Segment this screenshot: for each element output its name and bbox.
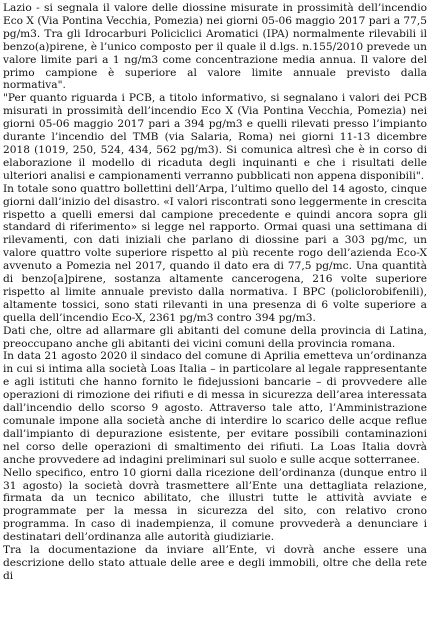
- paragraph-documentation: Tra la documentazione da inviare all’Ente, vi dovrà anche essere una descrizione dello stato attuale delle aree e degli immobili, oltre che della rete di: [3, 544, 427, 582]
- paragraph-ipa-benzopyrene: Lazio - si segnala il valore delle diossine misurate in prossimità dell’incendio Eco X (Via Pontina Vecchia, Pomezia) nei giorni 05-06 maggio 2017 pari a 77,5 pg/m3. Tra gli Idrocarburi Policiclici Aromatici (IPA) normalmente rilevabili il benzo(a)pirene, è l’unico composto per il quale il d.lgs. n.155/2010 prevede un valore limite pari a 1 ng/m3 come concentrazione media annua. Il valore del primo campione è superiore al valore limite annuale previsto dalla normativa".: [3, 2, 427, 92]
- paragraph-aprilia-ordinance: In data 21 agosto 2020 il sindaco del comune di Aprilia emetteva un’ordinanza in cui si intima alla società Loas Italia – in particolare al legale rappresentante e agli istituti che hanno fornito le fidejussioni bancarie – di provvedere alle operazioni di rimozione dei rifiuti e di messa in sicurezza dell’area interessata dall’incendio dello scorso 9 agosto. Attraverso tale atto, l’Amministrazione comunale impone alla società anche di interdire lo scarico delle acque reflue dall’impianto di depurazione esistente, per evitare possibili contaminazioni nel corso delle operazioni di smaltimento dei rifiuti. La Loas Italia dovrà anche provvedere ad indagini preliminari sul suolo e sulle acque sotterranee.: [3, 350, 427, 466]
- paragraph-residents-concern: Dati che, oltre ad allarmare gli abitanti del comune della provincia di Latina, preoccupano anche gli abitanti dei vicini comuni della provincia romana.: [3, 324, 427, 350]
- paragraph-ordinance-deadline: Nello specifico, entro 10 giorni dalla ricezione dell’ordinanza (dunque entro il 31 agosto) la società dovrà trasmettere all’Ente una dettagliata relazione, firmata da un tecnico abilitato, che illustri tutte le attività avviate e programmate per la messa in sicurezza del sito, con relativo crono programma. In caso di inadempienza, il comune provvederà a denunciare i destinatari dell’ordinanza alle autorità giudiziarie.: [3, 466, 427, 544]
- paragraph-pcb-values: "Per quanto riguarda i PCB, a titolo informativo, si segnalano i valori dei PCB misurati in prossimità dell’incendio Eco X (Via Pontina Vecchia, Pomezia) nei giorni 05-06 maggio 2017 pari a 394 pg/m3 e quelli rilevati presso l’impianto durante l’incendio del TMB (via Salaria, Roma) nei giorni 11-13 dicembre 2018 (1019, 250, 524, 434, 562 pg/m3). Si comunica altresì che è in corso di elaborazione il modello di ricaduta degli inquinanti e che i risultati delle ulteriori analisi e campionamenti verranno pubblicati non appena disponibili".: [3, 92, 427, 182]
- paragraph-arpa-bulletins: In totale sono quattro bollettini dell’Arpa, l’ultimo quello del 14 agosto, cinque giorni dall’inizio del disastro. «I valori riscontrati sono leggermente in crescita rispetto a quelli emersi dal campione precedente e quindi ancora sopra gli standard di riferimento» si legge nel rapporto. Ormai quasi una settimana di rilevamenti, con dati iniziali che parlano di diossine pari a 303 pg/mc, un valore quattro volte superiore rispetto al più recente rogo dell’azienda Eco-X avvenuto a Pomezia nel 2017, quando il dato era di 77,5 pg/mc. Una quantità di benzo[a]pirene, sostanza altamente cancerogena, 216 volte superiore rispetto al limite annuale previsto dalla normativa. I BPC (policlorobifenili), altamente tossici, sono stati rilevanti in una presenza di 6 volte superiore a quella dell’incendio Eco-X, 2361 pg/m3 contro 394 pg/m3.: [3, 182, 427, 324]
